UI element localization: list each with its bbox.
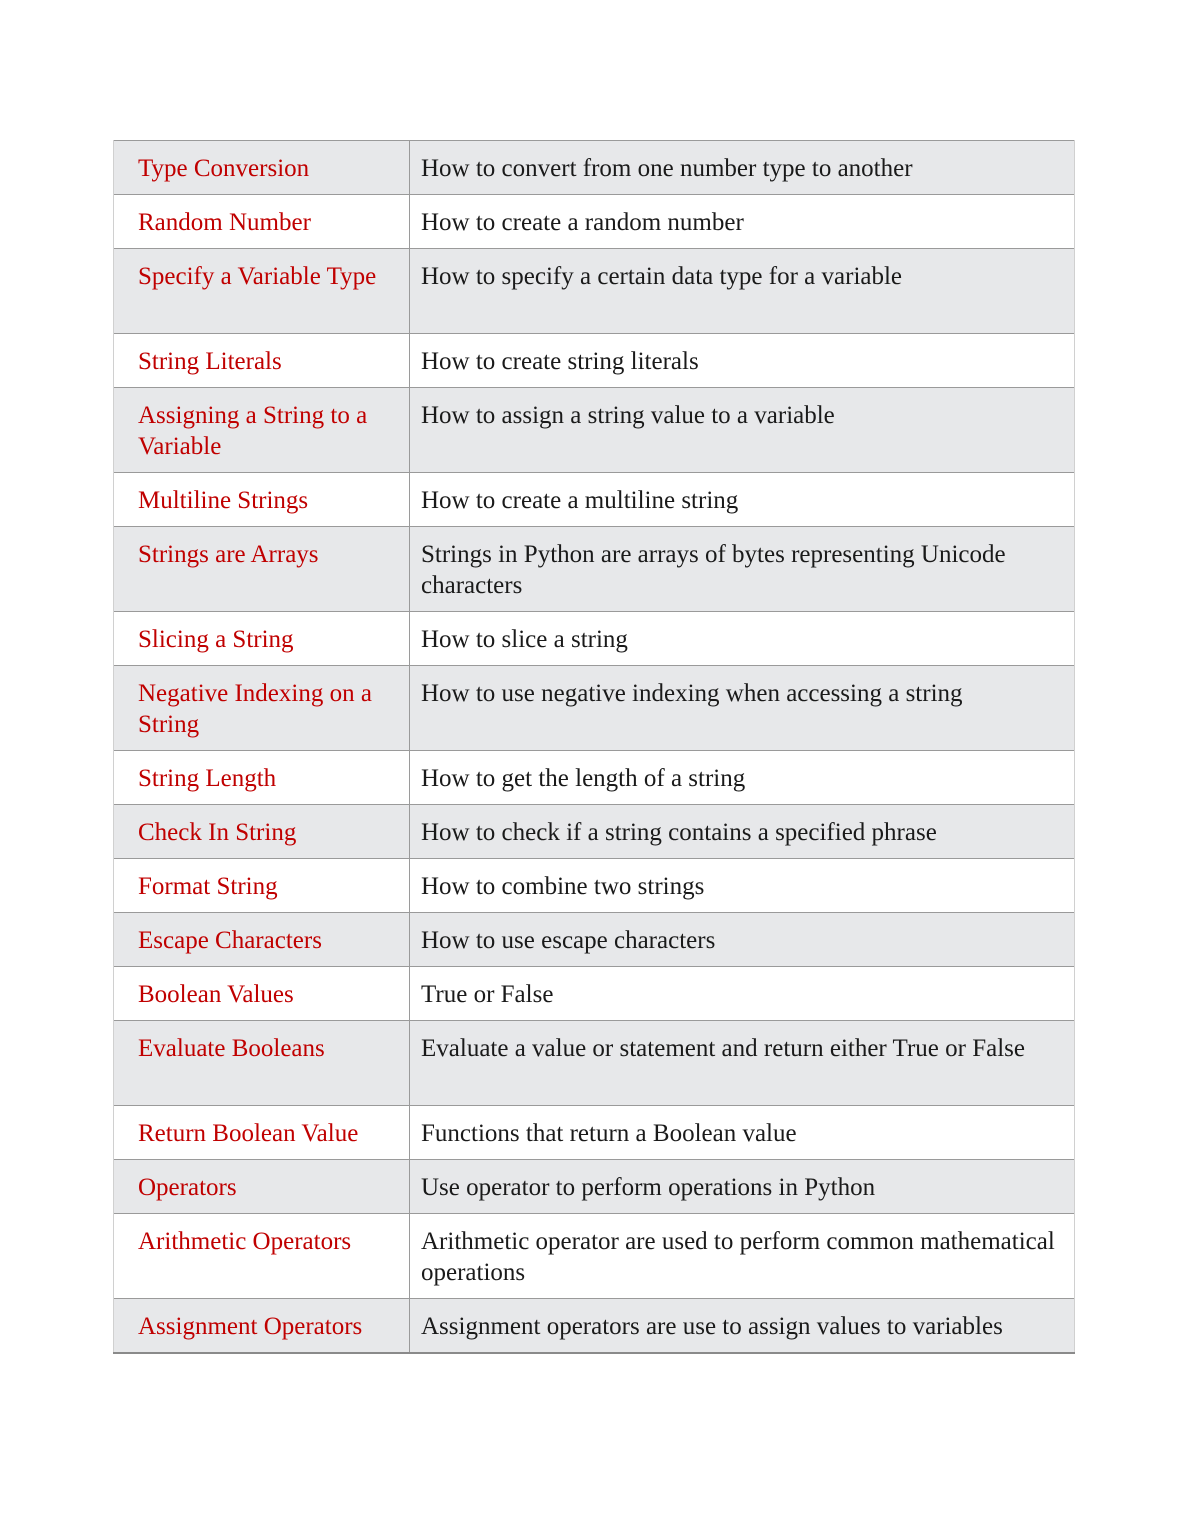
topic-term: Random Number xyxy=(114,195,410,249)
table-row xyxy=(114,388,1075,473)
topic-term: Check In String xyxy=(114,805,410,859)
table-row xyxy=(114,334,1075,388)
topic-term: Specify a Variable Type xyxy=(114,249,410,334)
table-row xyxy=(114,249,1075,334)
topic-term: Slicing a String xyxy=(114,612,410,666)
topic-description: How to check if a string contains a specified phrase xyxy=(410,805,1075,859)
topic-description: Strings in Python are arrays of bytes representing Unicode characters xyxy=(410,527,1075,612)
table-row xyxy=(114,1160,1075,1214)
table-row xyxy=(114,1299,1075,1354)
topic-term: Evaluate Booleans xyxy=(114,1021,410,1106)
topic-term: Assignment Operators xyxy=(114,1299,410,1354)
topic-description: How to convert from one number type to another xyxy=(410,141,1075,195)
topic-description: How to specify a certain data type for a variable xyxy=(410,249,1075,334)
topic-description: How to slice a string xyxy=(410,612,1075,666)
table-row xyxy=(114,859,1075,913)
topic-description: How to get the length of a string xyxy=(410,751,1075,805)
table-row xyxy=(114,913,1075,967)
topic-description: How to create a random number xyxy=(410,195,1075,249)
topic-term: Negative Indexing on a String xyxy=(114,666,410,751)
topic-table xyxy=(113,140,1075,1354)
table-row xyxy=(114,1021,1075,1106)
table-row xyxy=(114,141,1075,195)
topic-term: Boolean Values xyxy=(114,967,410,1021)
document-page xyxy=(113,140,1074,1354)
topic-term: Escape Characters xyxy=(114,913,410,967)
topic-description: How to create string literals xyxy=(410,334,1075,388)
topic-term: Type Conversion xyxy=(114,141,410,195)
topic-description: How to create a multiline string xyxy=(410,473,1075,527)
topic-term: Operators xyxy=(114,1160,410,1214)
topic-description: Assignment operators are use to assign values to variables xyxy=(410,1299,1075,1354)
topic-term: Format String xyxy=(114,859,410,913)
topic-description: True or False xyxy=(410,967,1075,1021)
topic-description: How to use escape characters xyxy=(410,913,1075,967)
topic-description: Evaluate a value or statement and return either True or False xyxy=(410,1021,1075,1106)
topic-term: Multiline Strings xyxy=(114,473,410,527)
table-row xyxy=(114,666,1075,751)
topic-term: String Length xyxy=(114,751,410,805)
table-row xyxy=(114,751,1075,805)
table-row xyxy=(114,1214,1075,1299)
topic-description: Arithmetic operator are used to perform common mathematical operations xyxy=(410,1214,1075,1299)
topic-term: Return Boolean Value xyxy=(114,1106,410,1160)
topic-term: String Literals xyxy=(114,334,410,388)
table-row xyxy=(114,195,1075,249)
table-row xyxy=(114,473,1075,527)
table-row xyxy=(114,967,1075,1021)
table-row xyxy=(114,612,1075,666)
topic-term: Arithmetic Operators xyxy=(114,1214,410,1299)
topic-description: How to use negative indexing when accessing a string xyxy=(410,666,1075,751)
topic-description: Functions that return a Boolean value xyxy=(410,1106,1075,1160)
topic-term: Assigning a String to a Variable xyxy=(114,388,410,473)
table-row xyxy=(114,527,1075,612)
topic-description: Use operator to perform operations in Python xyxy=(410,1160,1075,1214)
topic-description: How to assign a string value to a variable xyxy=(410,388,1075,473)
topic-term: Strings are Arrays xyxy=(114,527,410,612)
table-row xyxy=(114,805,1075,859)
topic-description: How to combine two strings xyxy=(410,859,1075,913)
table-row xyxy=(114,1106,1075,1160)
